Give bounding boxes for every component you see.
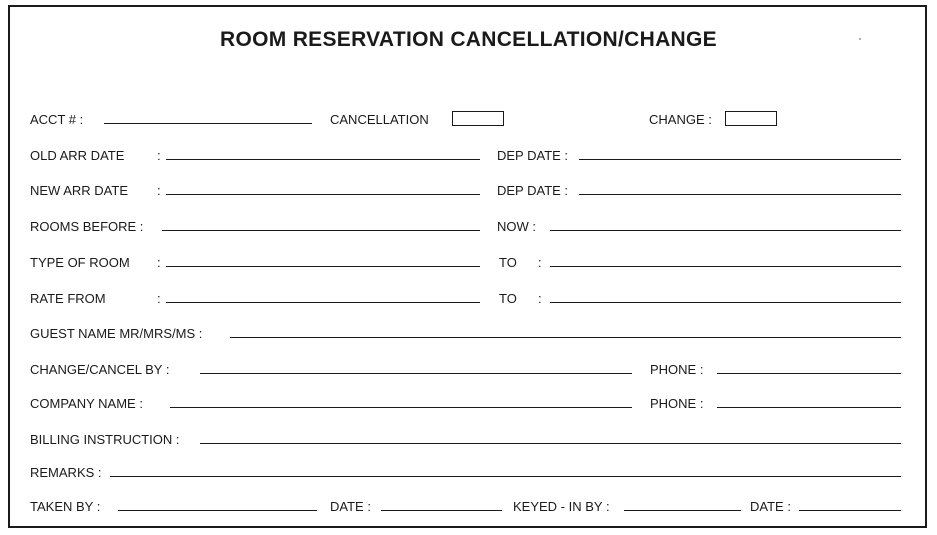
old-dep-date-label: DEP DATE :	[497, 148, 569, 163]
row-billing-instruction	[30, 430, 901, 448]
change-cancel-by-field[interactable]	[200, 373, 632, 374]
billing-instruction-label: BILLING INSTRUCTION :	[30, 432, 180, 447]
rooms-before-label: ROOMS BEFORE :	[30, 219, 144, 234]
rate-to-field[interactable]	[550, 302, 901, 303]
old-arr-date-colon: :	[157, 148, 161, 163]
old-arr-date-field[interactable]	[166, 159, 480, 160]
old-arr-date-label: OLD ARR DATE	[30, 148, 125, 163]
rooms-before-field[interactable]	[162, 230, 480, 231]
rate-from-field[interactable]	[166, 302, 480, 303]
date-field-2[interactable]	[799, 510, 901, 511]
new-arr-date-label: NEW ARR DATE	[30, 183, 128, 198]
taken-by-label: TAKEN BY :	[30, 499, 101, 514]
form-title: ROOM RESERVATION CANCELLATION/CHANGE	[220, 28, 717, 51]
phone-label-2: PHONE :	[650, 396, 704, 411]
cancellation-label: CANCELLATION	[330, 112, 429, 127]
row-guest-name	[30, 324, 901, 342]
cancellation-checkbox[interactable]	[452, 111, 504, 126]
guest-name-label: GUEST NAME MR/MRS/MS :	[30, 326, 203, 341]
date-label-1: DATE :	[330, 499, 371, 514]
row-rooms	[30, 217, 901, 235]
type-of-room-field[interactable]	[166, 266, 480, 267]
row-acct	[30, 110, 901, 128]
type-to-colon: :	[538, 255, 542, 270]
guest-name-field[interactable]	[230, 337, 901, 338]
row-rate	[30, 289, 901, 307]
new-dep-date-field[interactable]	[579, 194, 901, 195]
type-of-room-colon: :	[157, 255, 161, 270]
now-field[interactable]	[550, 230, 901, 231]
now-label: NOW :	[497, 219, 536, 234]
billing-instruction-field[interactable]	[200, 443, 901, 444]
keyed-in-by-field[interactable]	[624, 510, 741, 511]
phone-label-1: PHONE :	[650, 362, 704, 377]
taken-by-field[interactable]	[118, 510, 317, 511]
change-cancel-by-label: CHANGE/CANCEL BY :	[30, 362, 170, 377]
row-taken-by	[30, 497, 901, 515]
type-of-room-label: TYPE OF ROOM	[30, 255, 130, 270]
remarks-label: REMARKS :	[30, 465, 102, 480]
row-old-arr-date	[30, 146, 901, 164]
acct-label: ACCT # :	[30, 112, 84, 127]
acct-field[interactable]	[104, 123, 312, 124]
row-new-arr-date	[30, 181, 901, 199]
phone-field-2[interactable]	[717, 407, 901, 408]
rate-from-label: RATE FROM	[30, 291, 106, 306]
row-change-cancel-by	[30, 360, 901, 378]
keyed-in-by-label: KEYED - IN BY :	[513, 499, 610, 514]
change-checkbox[interactable]	[725, 111, 777, 126]
rate-from-colon: :	[157, 291, 161, 306]
row-company-name	[30, 394, 901, 412]
remarks-field[interactable]	[110, 476, 901, 477]
company-name-label: COMPANY NAME :	[30, 396, 143, 411]
new-dep-date-label: DEP DATE :	[497, 183, 569, 198]
row-remarks	[30, 463, 901, 481]
change-label: CHANGE :	[649, 112, 712, 127]
rate-to-colon: :	[538, 291, 542, 306]
row-type-of-room	[30, 253, 901, 271]
new-arr-date-colon: :	[157, 183, 161, 198]
date-field-1[interactable]	[381, 510, 502, 511]
old-dep-date-field[interactable]	[579, 159, 901, 160]
type-to-label: TO	[499, 255, 517, 270]
rate-to-label: TO	[499, 291, 517, 306]
phone-field-1[interactable]	[717, 373, 901, 374]
new-arr-date-field[interactable]	[166, 194, 480, 195]
date-label-2: DATE :	[750, 499, 791, 514]
company-name-field[interactable]	[170, 407, 632, 408]
type-to-field[interactable]	[550, 266, 901, 267]
